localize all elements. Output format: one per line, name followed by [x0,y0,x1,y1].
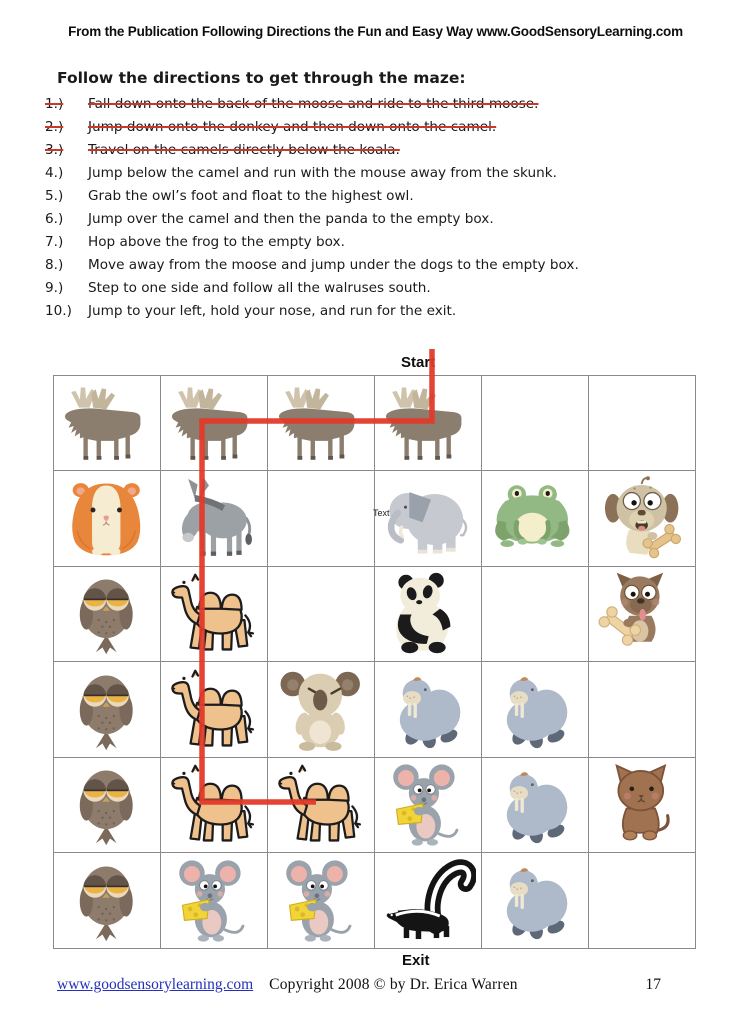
page-title: Follow the directions to get through the maze: [57,69,466,87]
maze-cell-r3c4-panda [374,566,482,663]
instruction-item-7 [45,231,717,254]
walrus-icon [486,762,582,847]
owl-icon [58,762,154,847]
maze-cell-r4c4-walrus [374,661,482,758]
elephant-icon [379,476,475,561]
start-label: Start [401,354,436,371]
copyright-text: Copyright 2008 © by Dr. Erica Warren [269,976,518,993]
maze-cell-r1c1-moose [53,375,161,472]
walrus-icon [379,667,475,752]
dog-bone-brown-icon [593,571,689,656]
maze-cell-r1c5-empty [481,375,589,472]
moose-icon [165,380,261,465]
instruction-text: Hop above the frog to the empty box. [88,234,345,250]
instruction-item-10 [45,300,717,323]
maze-cell-r1c6-empty [588,375,696,472]
instruction-item-2 [45,116,717,139]
maze-cell-r3c6-dog-bone-brown [588,566,696,663]
instruction-number: 8.) [45,257,64,273]
maze-cell-r2c5-frog [481,470,589,567]
camel-icon [165,571,261,656]
maze-cell-r6c1-owl [53,852,161,949]
maze-cell-r4c3-koala [267,661,375,758]
maze-grid [53,375,695,948]
camel-icon [165,762,261,847]
maze-cell-r5c2-camel [160,757,268,854]
walrus-icon [486,667,582,752]
mouse-cheese-icon [165,858,261,943]
maze-cell-r2c3-empty [267,470,375,567]
instruction-text: Jump below the camel and run with the mouse away from the skunk. [88,165,557,181]
instruction-item-5 [45,185,717,208]
mouse-cheese-icon [379,762,475,847]
text-note: Text [373,508,390,518]
moose-icon [58,380,154,465]
instruction-item-6 [45,208,717,231]
frog-icon [486,476,582,561]
cat-brown-icon [593,762,689,847]
instruction-number: 10.) [45,303,72,319]
maze-cell-r6c5-walrus [481,852,589,949]
instruction-number: 9.) [45,280,64,296]
instruction-text: Jump over the camel and then the panda to the empty box. [88,211,494,227]
walrus-icon [486,858,582,943]
mouse-cheese-icon [272,858,368,943]
maze-cell-r3c2-camel [160,566,268,663]
owl-icon [58,667,154,752]
page-footer [0,976,751,994]
maze-cell-r1c3-moose [267,375,375,472]
moose-icon [379,380,475,465]
maze-cell-r4c5-walrus [481,661,589,758]
instruction-item-3 [45,139,717,162]
instruction-text: Jump to your left, hold your nose, and run for the exit. [88,303,457,319]
instruction-item-1 [45,93,717,116]
panda-icon [379,571,475,656]
maze [53,345,699,979]
maze-cell-r3c5-empty [481,566,589,663]
maze-cell-r2c1-guinea-pig [53,470,161,567]
maze-cell-r4c6-empty [588,661,696,758]
instruction-number: 7.) [45,234,64,250]
maze-cell-r3c3-empty [267,566,375,663]
instruction-number: 6.) [45,211,64,227]
maze-cell-r5c5-walrus [481,757,589,854]
exit-label: Exit [402,952,430,969]
maze-cell-r2c6-dog-bone-beige [588,470,696,567]
guinea-pig-icon [58,476,154,561]
instruction-text: Jump down onto the donkey and then down onto the camel. [88,119,497,135]
maze-cell-r4c1-owl [53,661,161,758]
instruction-item-4 [45,162,717,185]
maze-cell-r6c4-skunk [374,852,482,949]
maze-cell-r5c6-cat-brown [588,757,696,854]
maze-cell-r4c2-camel [160,661,268,758]
instruction-text: Step to one side and follow all the walruses south. [88,280,431,296]
publication-header: From the Publication Following Directions the Fun and Easy Way www.GoodSensoryLearning.com [68,24,683,39]
skunk-icon [379,858,475,943]
maze-cell-r5c3-camel [267,757,375,854]
maze-cell-r1c4-moose [374,375,482,472]
page-number: 17 [645,976,661,993]
dog-bone-beige-icon [593,476,689,561]
koala-icon [272,667,368,752]
maze-cell-r5c4-mouse-cheese [374,757,482,854]
instructions-list [45,93,717,323]
instruction-text: Fall down onto the back of the moose and ride to the third moose. [88,96,539,112]
maze-cell-r2c4-elephant [374,470,482,567]
maze-cell-r6c3-mouse-cheese [267,852,375,949]
footer-link[interactable]: www.goodsensorylearning.com [57,976,254,993]
instruction-number: 1.) [45,96,64,112]
instruction-text: Move away from the moose and jump under the dogs to the empty box. [88,257,579,273]
instruction-text: Travel on the camels directly below the koala. [88,142,400,158]
instruction-item-9 [45,277,717,300]
instruction-number: 4.) [45,165,64,181]
camel-icon [165,667,261,752]
instruction-text: Grab the owl’s foot and float to the highest owl. [88,188,414,204]
owl-icon [58,858,154,943]
maze-cell-r1c2-moose [160,375,268,472]
maze-cell-r6c2-mouse-cheese [160,852,268,949]
maze-cell-r2c2-donkey [160,470,268,567]
maze-cell-r5c1-owl [53,757,161,854]
instruction-number: 2.) [45,119,64,135]
maze-cell-r6c6-empty [588,852,696,949]
owl-icon [58,571,154,656]
maze-cell-r3c1-owl [53,566,161,663]
camel-icon [272,762,368,847]
instruction-number: 3.) [45,142,64,158]
instruction-item-8 [45,254,717,277]
moose-icon [272,380,368,465]
donkey-icon [165,476,261,561]
instruction-number: 5.) [45,188,64,204]
